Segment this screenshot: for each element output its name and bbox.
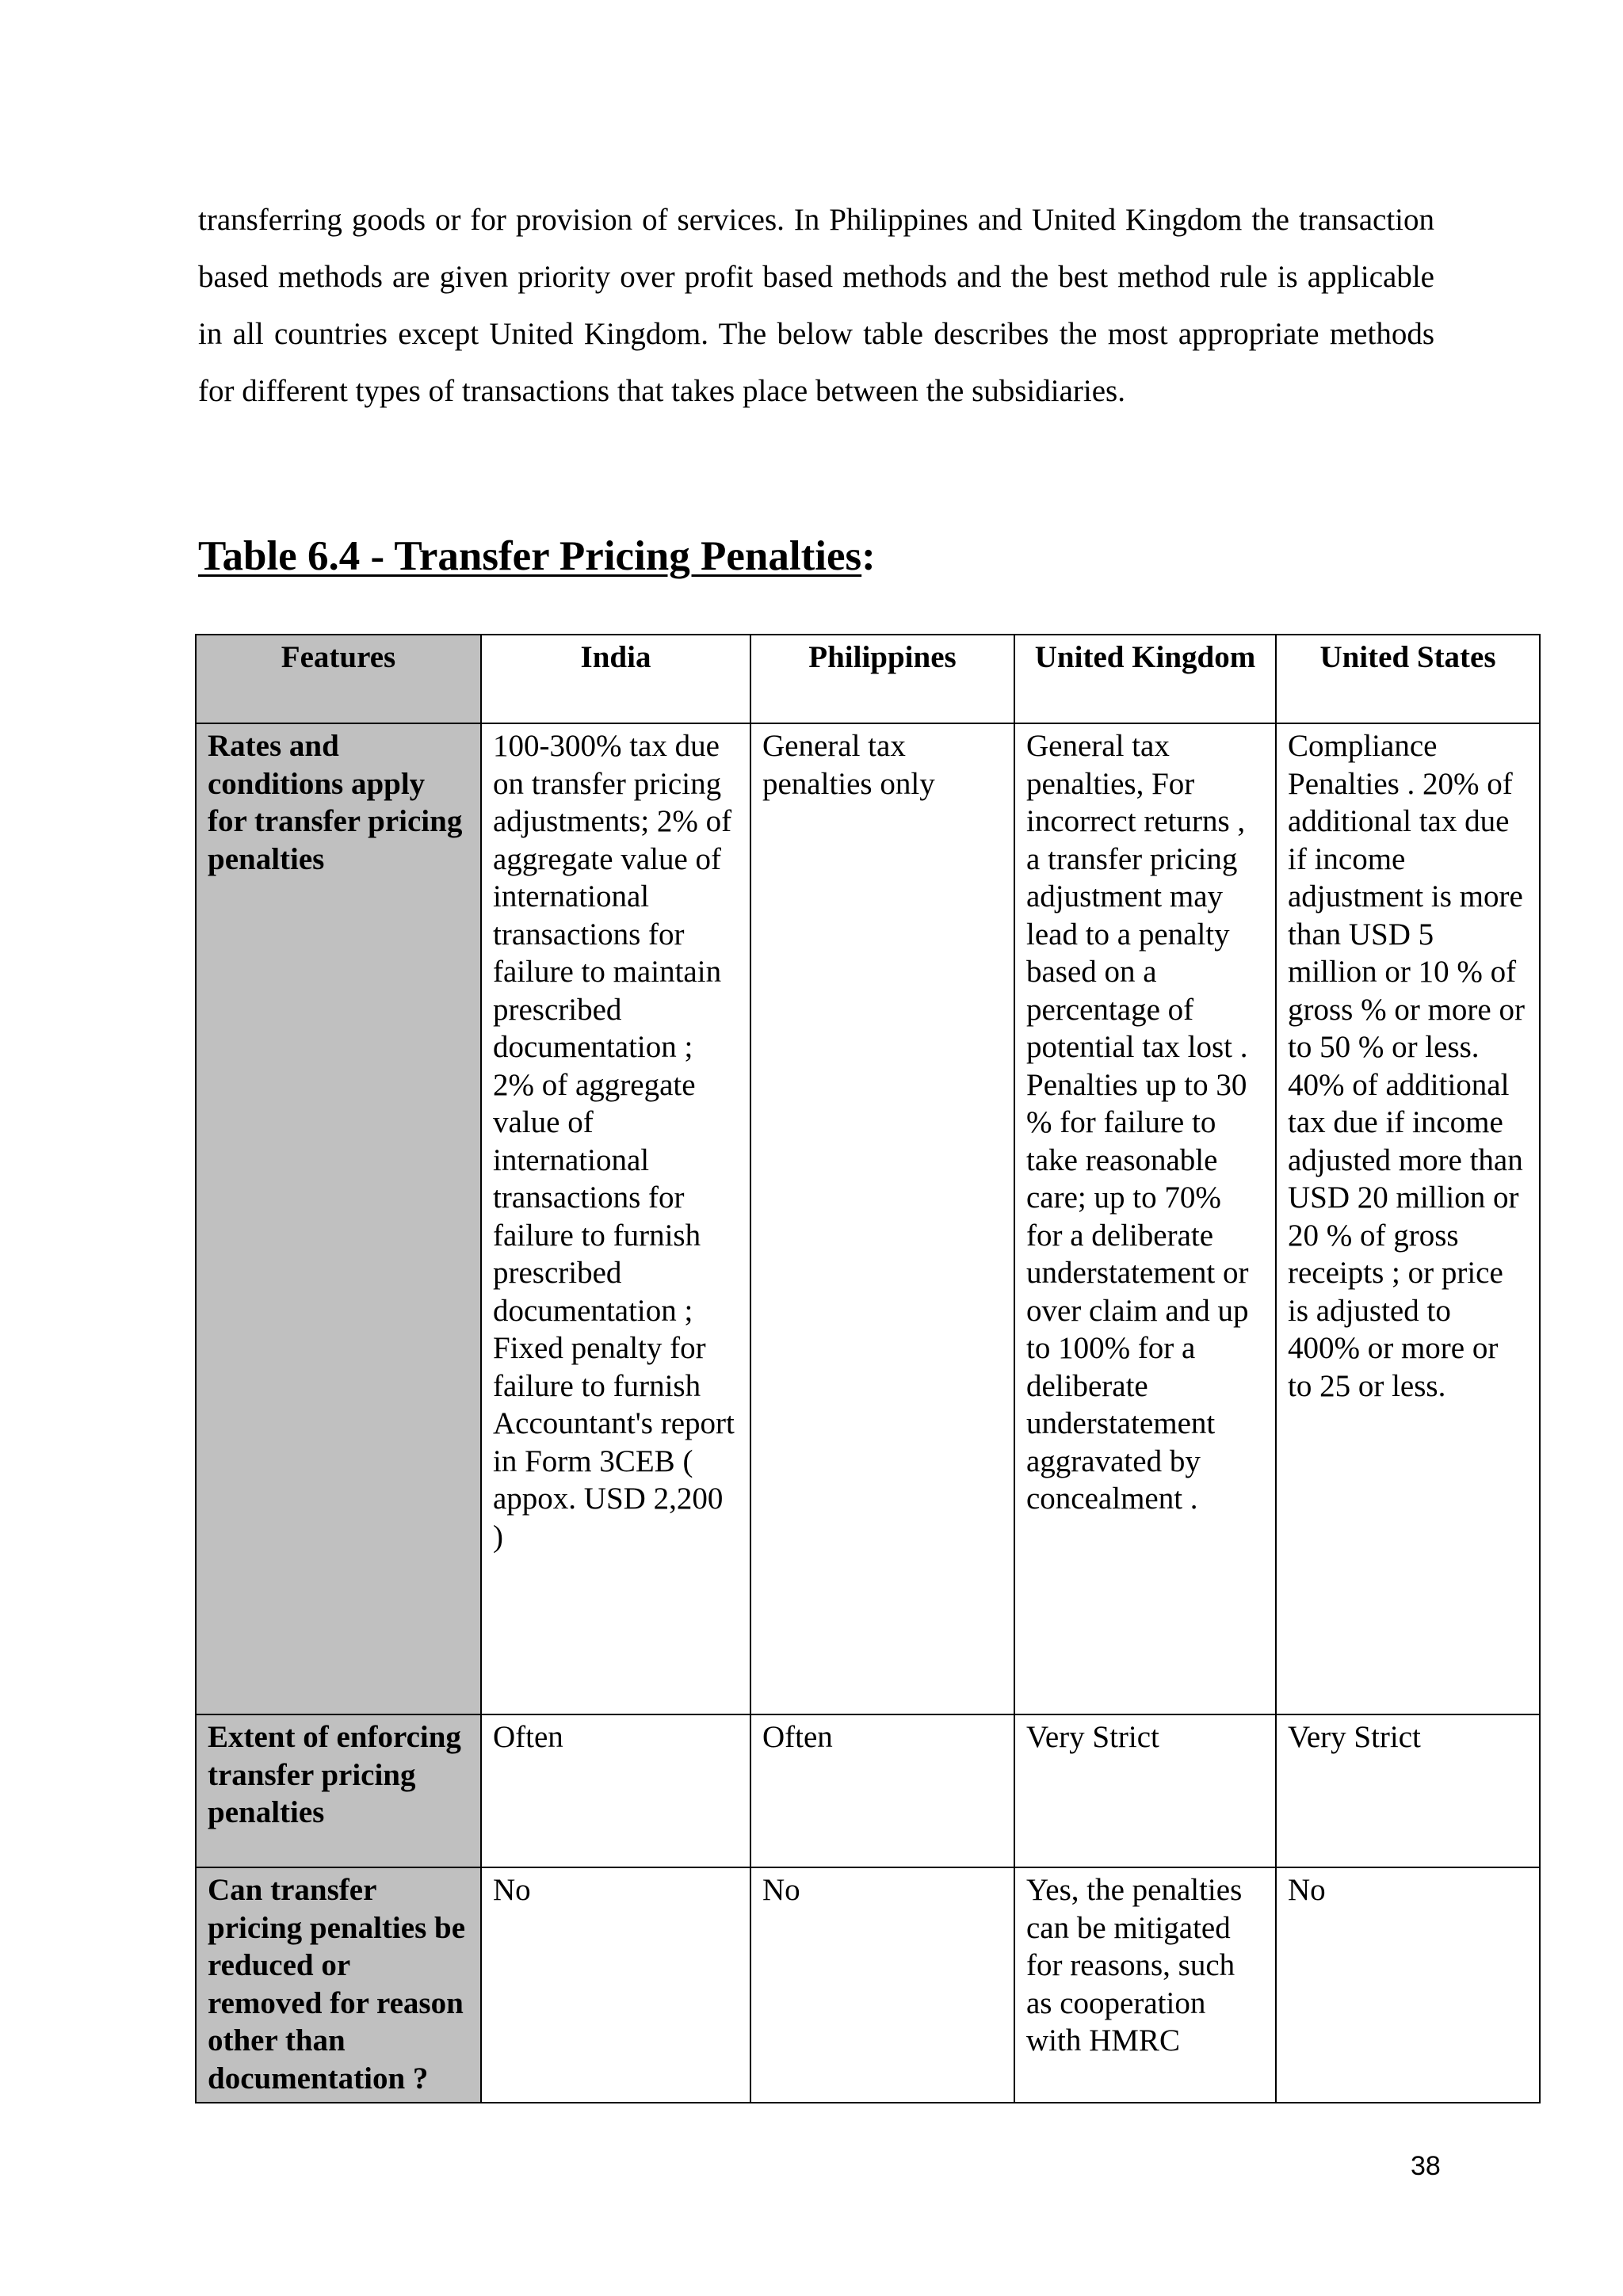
cell-us-extent: Very Strict [1276, 1714, 1540, 1867]
header-india: India [481, 635, 750, 723]
header-features: Features [196, 635, 481, 723]
header-united-kingdom: United Kingdom [1014, 635, 1276, 723]
row-feature-rates: Rates and conditions apply for transfer pricing penalties [196, 723, 481, 1714]
table-row [196, 723, 1540, 1714]
table-heading-suffix: : [861, 533, 876, 579]
cell-uk-reduction: Yes, the penalties can be mitigated for reasons, such as cooperation with HMRC [1014, 1867, 1276, 2103]
header-united-states: United States [1276, 635, 1540, 723]
table-row [196, 1714, 1540, 1867]
page-number: 38 [1411, 2151, 1441, 2181]
table-row [196, 1867, 1540, 2103]
table-header-row [196, 635, 1540, 723]
cell-uk-extent: Very Strict [1014, 1714, 1276, 1867]
cell-philippines-extent: Often [750, 1714, 1014, 1867]
cell-india-extent: Often [481, 1714, 750, 1867]
table-heading-title: Table 6.4 - Transfer Pricing Penalties [198, 533, 862, 579]
cell-uk-rates: General tax penalties, For incorrect returns , a transfer pricing adjustment may lead to a penalty based on a percentage of potential tax lost . Penalties up to 30 % for failure to take reasonable care; up to 70% for a deliberate understatement or over claim and up to 100% for a deliberate understatement aggravated by concealment . [1014, 723, 1276, 1714]
row-feature-reduction: Can transfer pricing penalties be reduced or removed for reason other than documentation ? [196, 1867, 481, 2103]
row-feature-extent: Extent of enforcing transfer pricing penalties [196, 1714, 481, 1867]
cell-india-rates: 100-300% tax due on transfer pricing adjustments; 2% of aggregate value of international transactions for failure to maintain prescribed documentation ; 2% of aggregate value of international transactions for failure to furnish prescribed documentation ; Fixed penalty for failure to furnish Accountant's report in Form 3CEB ( appox. USD 2,200 ) [481, 723, 750, 1714]
cell-philippines-rates: General tax penalties only [750, 723, 1014, 1714]
cell-philippines-reduction: No [750, 1867, 1014, 2103]
cell-us-reduction: No [1276, 1867, 1540, 2103]
penalties-table [195, 634, 1541, 2103]
table-heading [198, 528, 876, 584]
cell-us-rates: Compliance Penalties . 20% of additional tax due if income adjustment is more than USD 5 million or 10 % of gross % or more or to 50 % or less. 40% of additional tax due if income adjusted more than USD 20 million or 20 % of gross receipts ; or price is adjusted to 400% or more or to 25 or less. [1276, 723, 1540, 1714]
intro-paragraph: transferring goods or for provision of services. In Philippines and United Kingdom the transaction based methods are given priority over profit based methods and the best method rule is applicable in all countries except United Kingdom. The below table describes the most appropriate methods for different types of transactions that takes place between the subsidiaries. [198, 203, 1434, 408]
header-philippines: Philippines [750, 635, 1014, 723]
cell-india-reduction: No [481, 1867, 750, 2103]
